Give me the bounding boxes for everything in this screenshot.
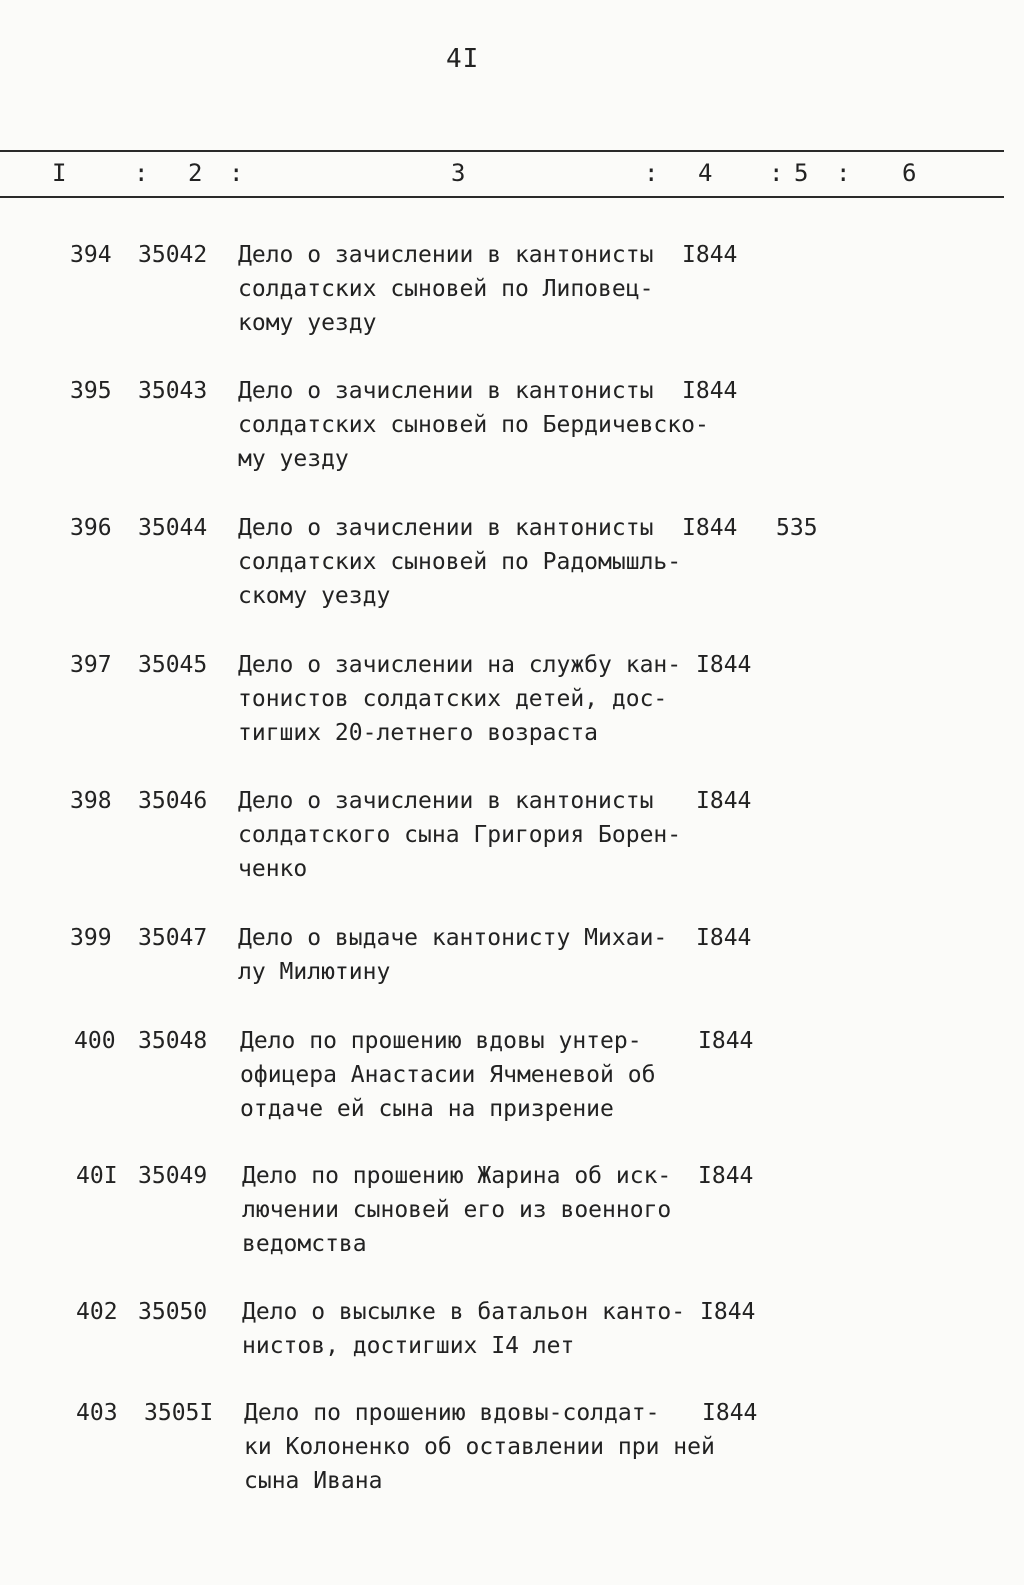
entry-code: 35045	[138, 652, 208, 678]
entry-year: I844	[682, 242, 738, 268]
header-sep4: :	[769, 159, 784, 187]
header-col2: 2	[188, 159, 203, 187]
header-col5: 5	[794, 159, 809, 187]
description-line: ведомства	[242, 1231, 367, 1257]
entry-description	[238, 238, 653, 340]
header-sep2: :	[229, 159, 244, 187]
description-line: лу Милютину	[238, 959, 391, 985]
entry-code: 35048	[138, 1028, 208, 1054]
description-line: Дело о зачислении в кантонисты	[238, 242, 654, 268]
description-line: му уезду	[238, 446, 349, 472]
entry-number: 402	[76, 1299, 118, 1325]
description-line: ченко	[238, 856, 308, 882]
entry-year: I844	[696, 652, 752, 678]
description-line: Дело о высылке в батальон канто-	[242, 1299, 686, 1325]
entry-number: 397	[70, 652, 112, 678]
entry-description	[242, 1159, 671, 1261]
header-sep3: :	[644, 159, 659, 187]
entry-number: 403	[76, 1400, 118, 1426]
header-sep5: :	[836, 159, 851, 187]
entry-year: I844	[698, 1028, 754, 1054]
description-line: Дело о зачислении в кантонисты	[238, 788, 654, 814]
entry-code: 3505I	[144, 1400, 214, 1426]
description-line: офицера Анастасии Ячменевой об	[240, 1062, 656, 1088]
entry-code: 35047	[138, 925, 208, 951]
entry-number: 396	[70, 515, 112, 541]
header-rule-bottom	[0, 196, 1004, 198]
entry-description	[238, 374, 709, 476]
header-col6: 6	[902, 159, 917, 187]
description-line: сына Ивана	[244, 1468, 383, 1494]
entry-number: 395	[70, 378, 112, 404]
header-col1: I	[52, 159, 67, 187]
header-col4: 4	[698, 159, 713, 187]
entry-description	[238, 921, 667, 989]
header-col3: 3	[451, 159, 466, 187]
description-line: солдатских сыновей по Бердичевско-	[238, 412, 709, 438]
entry-number: 399	[70, 925, 112, 951]
header-rule-top	[0, 150, 1004, 152]
entry-code: 35043	[138, 378, 208, 404]
entry-description	[240, 1024, 655, 1126]
entry-description	[238, 784, 681, 886]
description-line: отдаче ей сына на призрение	[240, 1096, 614, 1122]
entry-description	[244, 1396, 715, 1498]
description-line: Дело по прошению вдовы унтер-	[240, 1028, 642, 1054]
entry-code: 35050	[138, 1299, 208, 1325]
entry-code: 35042	[138, 242, 208, 268]
description-line: тигших 20-летнего возраста	[238, 720, 599, 746]
entry-number: 394	[70, 242, 112, 268]
description-line: Дело о зачислении в кантонисты	[238, 515, 654, 541]
description-line: солдатских сыновей по Липовец-	[238, 276, 654, 302]
description-line: Дело по прошению вдовы-солдат-	[244, 1400, 660, 1426]
entry-code: 35046	[138, 788, 208, 814]
description-line: лючении сыновей его из военного	[242, 1197, 672, 1223]
entry-year: I844	[682, 515, 738, 541]
header-sep1: :	[134, 159, 149, 187]
entry-description	[238, 511, 681, 613]
description-line: Дело по прошению Жарина об иск-	[242, 1163, 672, 1189]
description-line: солдатского сына Григория Борен-	[238, 822, 682, 848]
description-line: скому уезду	[238, 583, 391, 609]
description-line: Дело о зачислении в кантонисты	[238, 378, 654, 404]
description-line: кому уезду	[238, 310, 377, 336]
entry-year: I844	[698, 1163, 754, 1189]
entry-number: 40I	[76, 1163, 118, 1189]
page-number: 4I	[446, 44, 480, 74]
entry-year: I844	[682, 378, 738, 404]
entry-description	[238, 648, 681, 750]
entry-sheets: 535	[776, 515, 818, 541]
entry-year: I844	[696, 788, 752, 814]
description-line: тонистов солдатских детей, дос-	[238, 686, 668, 712]
description-line: солдатских сыновей по Радомышль-	[238, 549, 682, 575]
entry-year: I844	[700, 1299, 756, 1325]
entry-year: I844	[696, 925, 752, 951]
description-line: нистов, достигших I4 лет	[242, 1333, 575, 1359]
description-line: Дело о зачислении на службу кан-	[238, 652, 682, 678]
entry-year: I844	[702, 1400, 758, 1426]
entry-number: 400	[74, 1028, 116, 1054]
entry-description	[242, 1295, 685, 1363]
entry-number: 398	[70, 788, 112, 814]
entry-code: 35044	[138, 515, 208, 541]
description-line: ки Колоненко об оставлении при ней	[244, 1434, 715, 1460]
entry-code: 35049	[138, 1163, 208, 1189]
description-line: Дело о выдаче кантонисту Михаи-	[238, 925, 668, 951]
